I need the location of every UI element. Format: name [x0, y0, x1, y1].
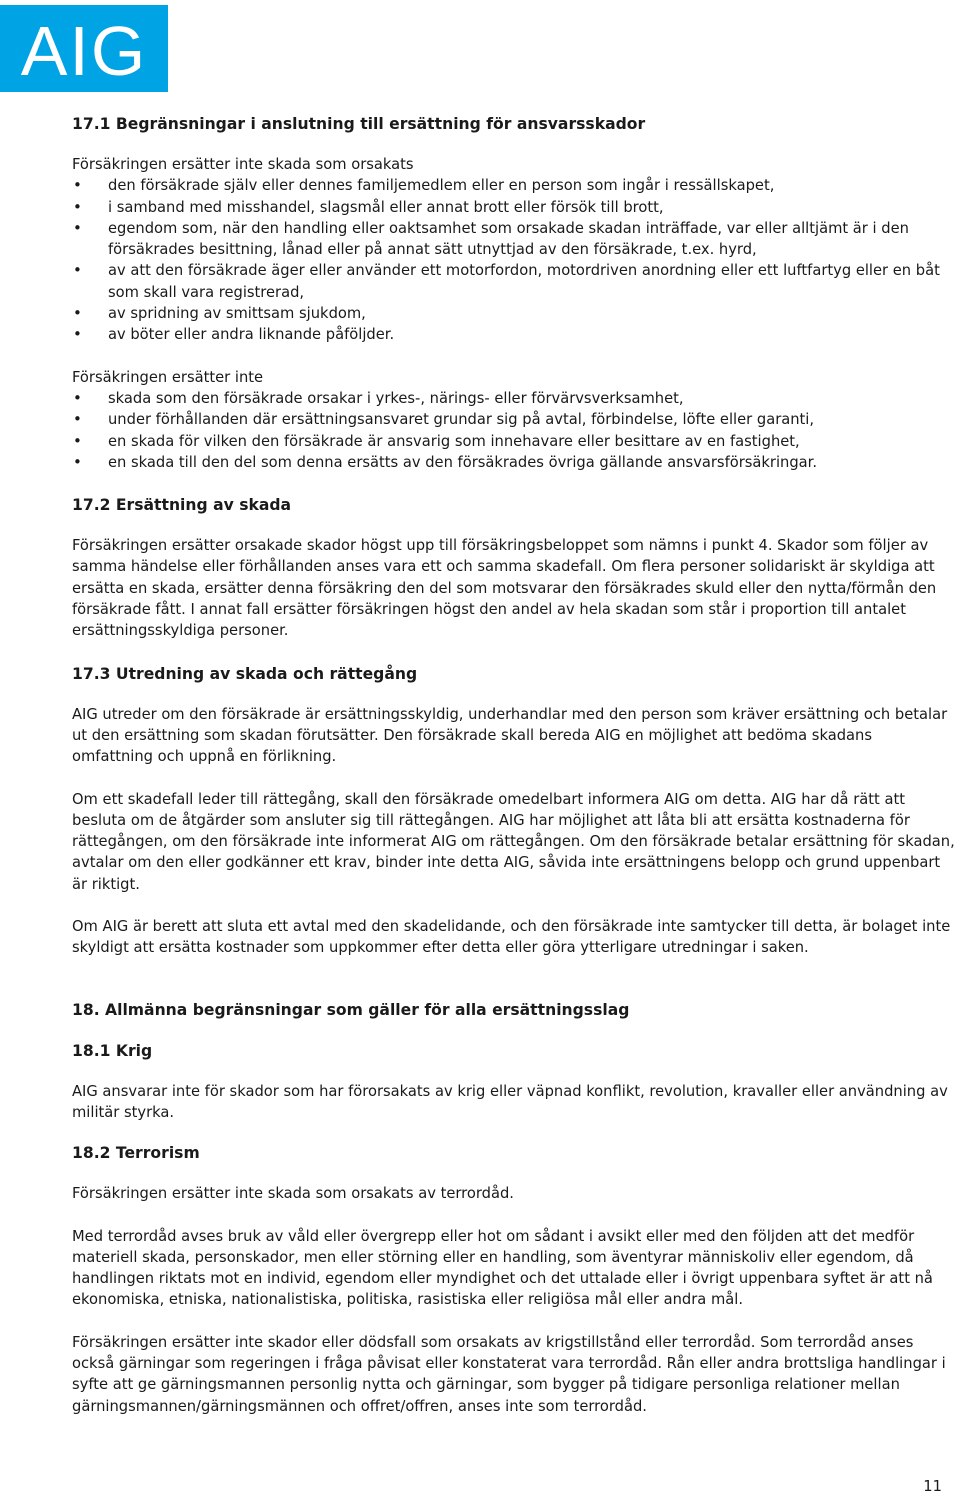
heading-17-3: 17.3 Utredning av skada och rättegång	[72, 664, 418, 683]
paragraph: Med terrordåd avses bruk av våld eller övergrepp eller hot om sådant i avsikt eller med den följden att det medför materiell skada, personskador, men eller störning eller en handling, som äventyrar människoliv eller egendom, då handlingen riktats mot en individ, egendom eller myndighet och det uttalade eller i övrigt uppenbara syftet är att nå ekonomiska, etniska, nationalistiska, politiska, rasistiska eller religiösa mål eller andra mål.	[72, 1227, 933, 1309]
paragraph: AIG ansvarar inte för skador som har förorsakats av krig eller väpnad konflikt, revolution, kravaller eller användning av militär styrka.	[72, 1082, 948, 1121]
paragraph: AIG utreder om den försäkrade är ersättningsskyldig, underhandlar med den person som kräver ersättning och betalar ut den ersättning som skadan förutsätter. Den försäkrade skall bereda AIG en möjlighet att bedöma skadans omfattning och uppnå en förlikning.	[72, 705, 948, 766]
paragraph: Försäkringen ersätter inte skador eller dödsfall som orsakats av krigstillstånd eller terrordåd. Som terrordåd anses också gärningar som regeringen i fråga påvisat eller konstaterat vara terrordåd. Rån eller andra brottsliga handlingar i syfte att ge gärningsmannen personlig nytta och gärningar, som bygger på tidigare personliga relationer mellan gärningsmannen/gärningsmännen och offret/offren, anses inte som terrordåd.	[72, 1333, 946, 1415]
list-item: • den försäkrade själv eller dennes familjemedlem eller en person som ingår i ressällskapet,	[72, 175, 957, 196]
list-item: • av böter eller andra liknande påföljder.	[72, 324, 957, 345]
page-number: 11	[923, 1478, 942, 1495]
list-item: • en skada för vilken den försäkrade är ansvarig som innehavare eller besittare av en fastighet,	[72, 431, 957, 452]
logo-text: AIG	[20, 11, 148, 90]
list-item: • av att den försäkrade äger eller använder ett motorfordon, motordriven anordning eller ett luftfartyg eller en båt som skall vara registrerad,	[72, 260, 957, 303]
heading-18-2: 18.2 Terrorism	[72, 1144, 200, 1163]
list-item: • egendom som, när den handling eller oaktsamhet som orsakade skadan inträffade, var eller alltjämt är i den försäkrades besittning, lånad eller på annat sätt utnyttjad av den försäkrade, t.ex. hyrd,	[72, 218, 957, 261]
intro-text-1: Försäkringen ersätter inte skada som orsakats	[72, 156, 414, 173]
list-item: • skada som den försäkrade orsakar i yrkes-, närings- eller förvärvsverksamhet,	[72, 388, 957, 409]
paragraph: Om ett skadefall leder till rättegång, skall den försäkrade omedelbart informera AIG om detta. AIG har då rätt att besluta om de åtgärder som ansluter sig till rättegången. AIG har möjlighet att låta bli att ersätta kostnaderna för rättegången, om den försäkrade inte informerat AIG om rättegången. Om den försäkrade betalar ersättning för skadan, avtalar om den eller godkänner ett krav, binder inte detta AIG, såvida inte ersättningens belopp och grund uppenbart är riktigt.	[72, 790, 955, 893]
list-item: • av spridning av smittsam sjukdom,	[72, 303, 957, 324]
heading-18-1: 18.1 Krig	[72, 1041, 153, 1060]
exclusion-list-2	[72, 388, 957, 473]
heading-18: 18. Allmänna begränsningar som gäller för alla ersättningsslag	[72, 1000, 630, 1019]
list-item: • i samband med misshandel, slagsmål eller annat brott eller försök till brott,	[72, 197, 957, 218]
aig-logo	[0, 5, 168, 92]
intro-text-2: Försäkringen ersätter inte	[72, 368, 264, 386]
exclusion-list-1	[72, 175, 957, 345]
list-item: • under förhållanden där ersättningsansvaret grundar sig på avtal, förbindelse, löfte eller garanti,	[72, 409, 957, 430]
paragraph: Försäkringen ersätter inte skada som orsakats av terrordåd.	[72, 1185, 514, 1203]
heading-17-1: 17.1 Begränsningar i anslutning till ersättning för ansvarsskador	[72, 115, 646, 133]
heading-17-2: 17.2 Ersättning av skada	[72, 496, 292, 515]
paragraph: Försäkringen ersätter orsakade skador högst upp till försäkringsbeloppet som nämns i punkt 4. Skador som följer av samma händelse eller förhållanden anses vara ett och samma skadefall. Om flera personer solidariskt är skyldiga att ersätta en skada, ersätter denna försäkring den del som motsvarar den försäkrades skuld eller den nytta/förmån den försäkrade fått. I annat fall ersätter försäkringen högst den andel av hela skadan som står i proportion till antalet ersättningsskyldiga personer.	[72, 537, 937, 640]
paragraph: Om AIG är berett att sluta ett avtal med den skadelidande, och den försäkrade inte samtycker till detta, är bolaget inte skyldigt att ersätta kostnader som uppkommer efter detta eller göra ytterligare utredningar i saken.	[72, 918, 951, 957]
list-item: • en skada till den del som denna ersätts av den försäkrades övriga gällande ansvarsförsäkringar.	[72, 452, 957, 473]
document-body	[72, 113, 957, 1417]
